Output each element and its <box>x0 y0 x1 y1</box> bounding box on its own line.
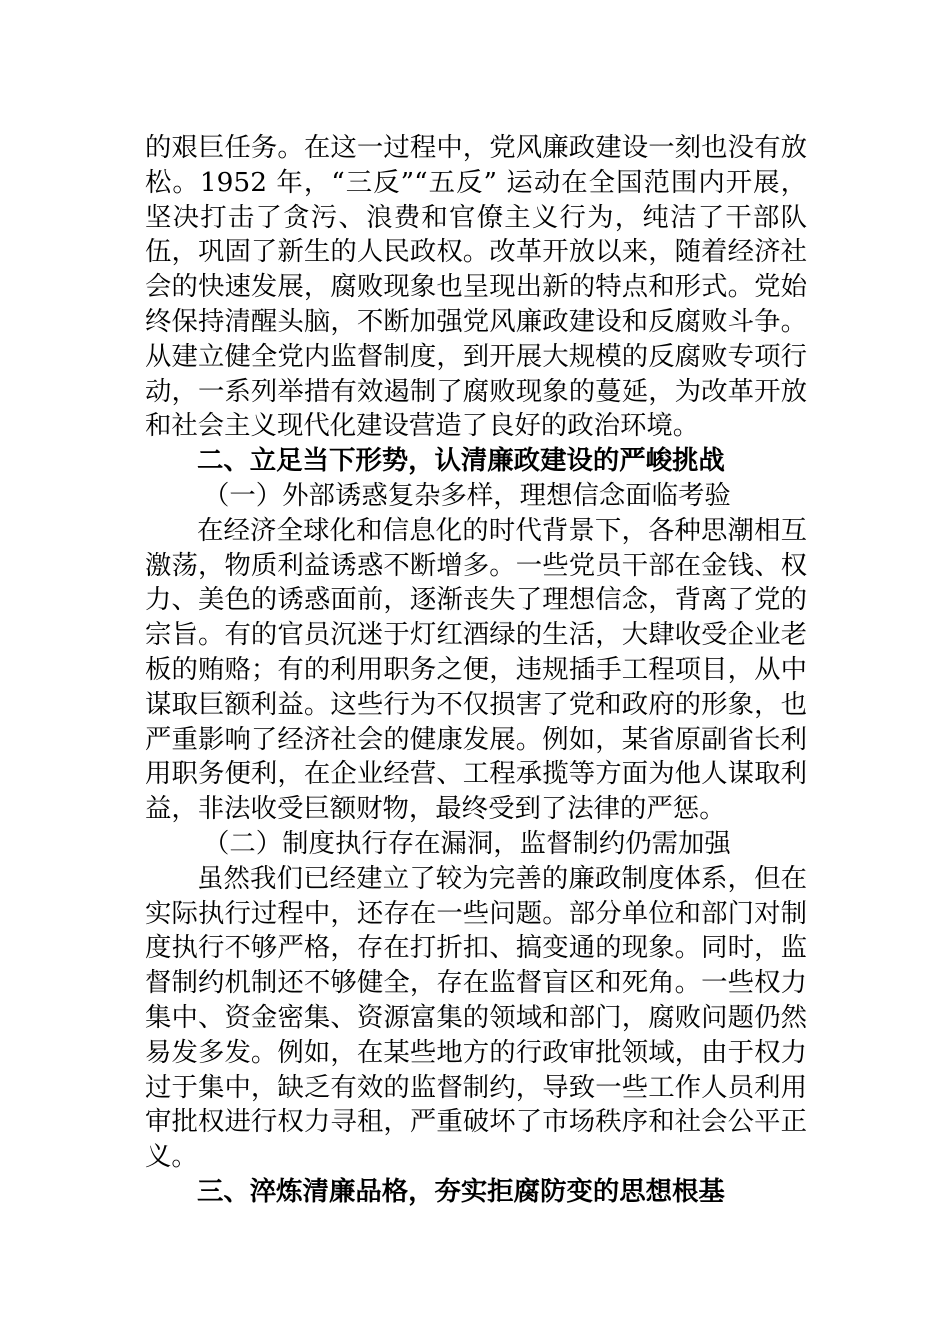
section-heading-3: 三、淬炼清廉品格，夯实拒腐防变的思想根基 <box>197 1175 725 1207</box>
body-paragraph-continued: 的艰巨任务。在这一过程中，党风廉政建设一刻也没有放松。1952 年，“三反”“五反” 运动在全国范围内开展，坚决打击了贪污、浪费和官僚主义行为，纯洁了干部队伍，巩固了新生的人民政权。改革开放以来，随着经济社会的快速发展，腐败现象也呈现出新的特点和形式。党始终保持清醒头脑，不断加强党风廉政建设和反腐败斗争。从建立健全党内监督制度，到开展大规模的反腐败专项行动，一系列举措有效遏制了腐败现象的蔓延，为改革开放和社会主义现代化建设营造了良好的政治环境。 <box>145 132 807 442</box>
section-heading-2: 二、立足当下形势，认清廉政建设的严峻挑战 <box>197 445 725 477</box>
subsection-heading-2-1: （一）外部诱惑复杂多样，理想信念面临考验 <box>203 479 731 511</box>
document-page <box>145 131 807 1210</box>
body-paragraph-external-temptation: 在经济全球化和信息化的时代背景下，各种思潮相互激荡，物质利益诱惑不断增多。一些党员干部在金钱、权力、美色的诱惑面前，逐渐丧失了理想信念，背离了党的宗旨。有的官员沉迷于灯红酒绿的生活，大肆收受企业老板的贿赂；有的利用职务之便，违规插手工程项目，从中谋取巨额利益。这些行为不仅损害了党和政府的形象，也严重影响了经济社会的健康发展。例如，某省原副省长利用职务便利，在企业经营、工程承揽等方面为他人谋取利益，非法收受巨额财物，最终受到了法律的严惩。 <box>145 514 807 825</box>
subsection-heading-2-2: （二）制度执行存在漏洞，监督制约仍需加强 <box>203 827 731 859</box>
body-paragraph-system-execution: 虽然我们已经建立了较为完善的廉政制度体系，但在实际执行过程中，还存在一些问题。部分单位和部门对制度执行不够严格，存在打折扣、搞变通的现象。同时，监督制约机制还不够健全，存在监督盲区和死角。一些权力集中、资金密集、资源富集的领域和部门，腐败问题仍然易发多发。例如，在某些地方的行政审批领域，由于权力过于集中，缺乏有效的监督制约，导致一些工作人员利用审批权进行权力寻租，严重破坏了市场秩序和社会公平正义。 <box>145 862 807 1173</box>
